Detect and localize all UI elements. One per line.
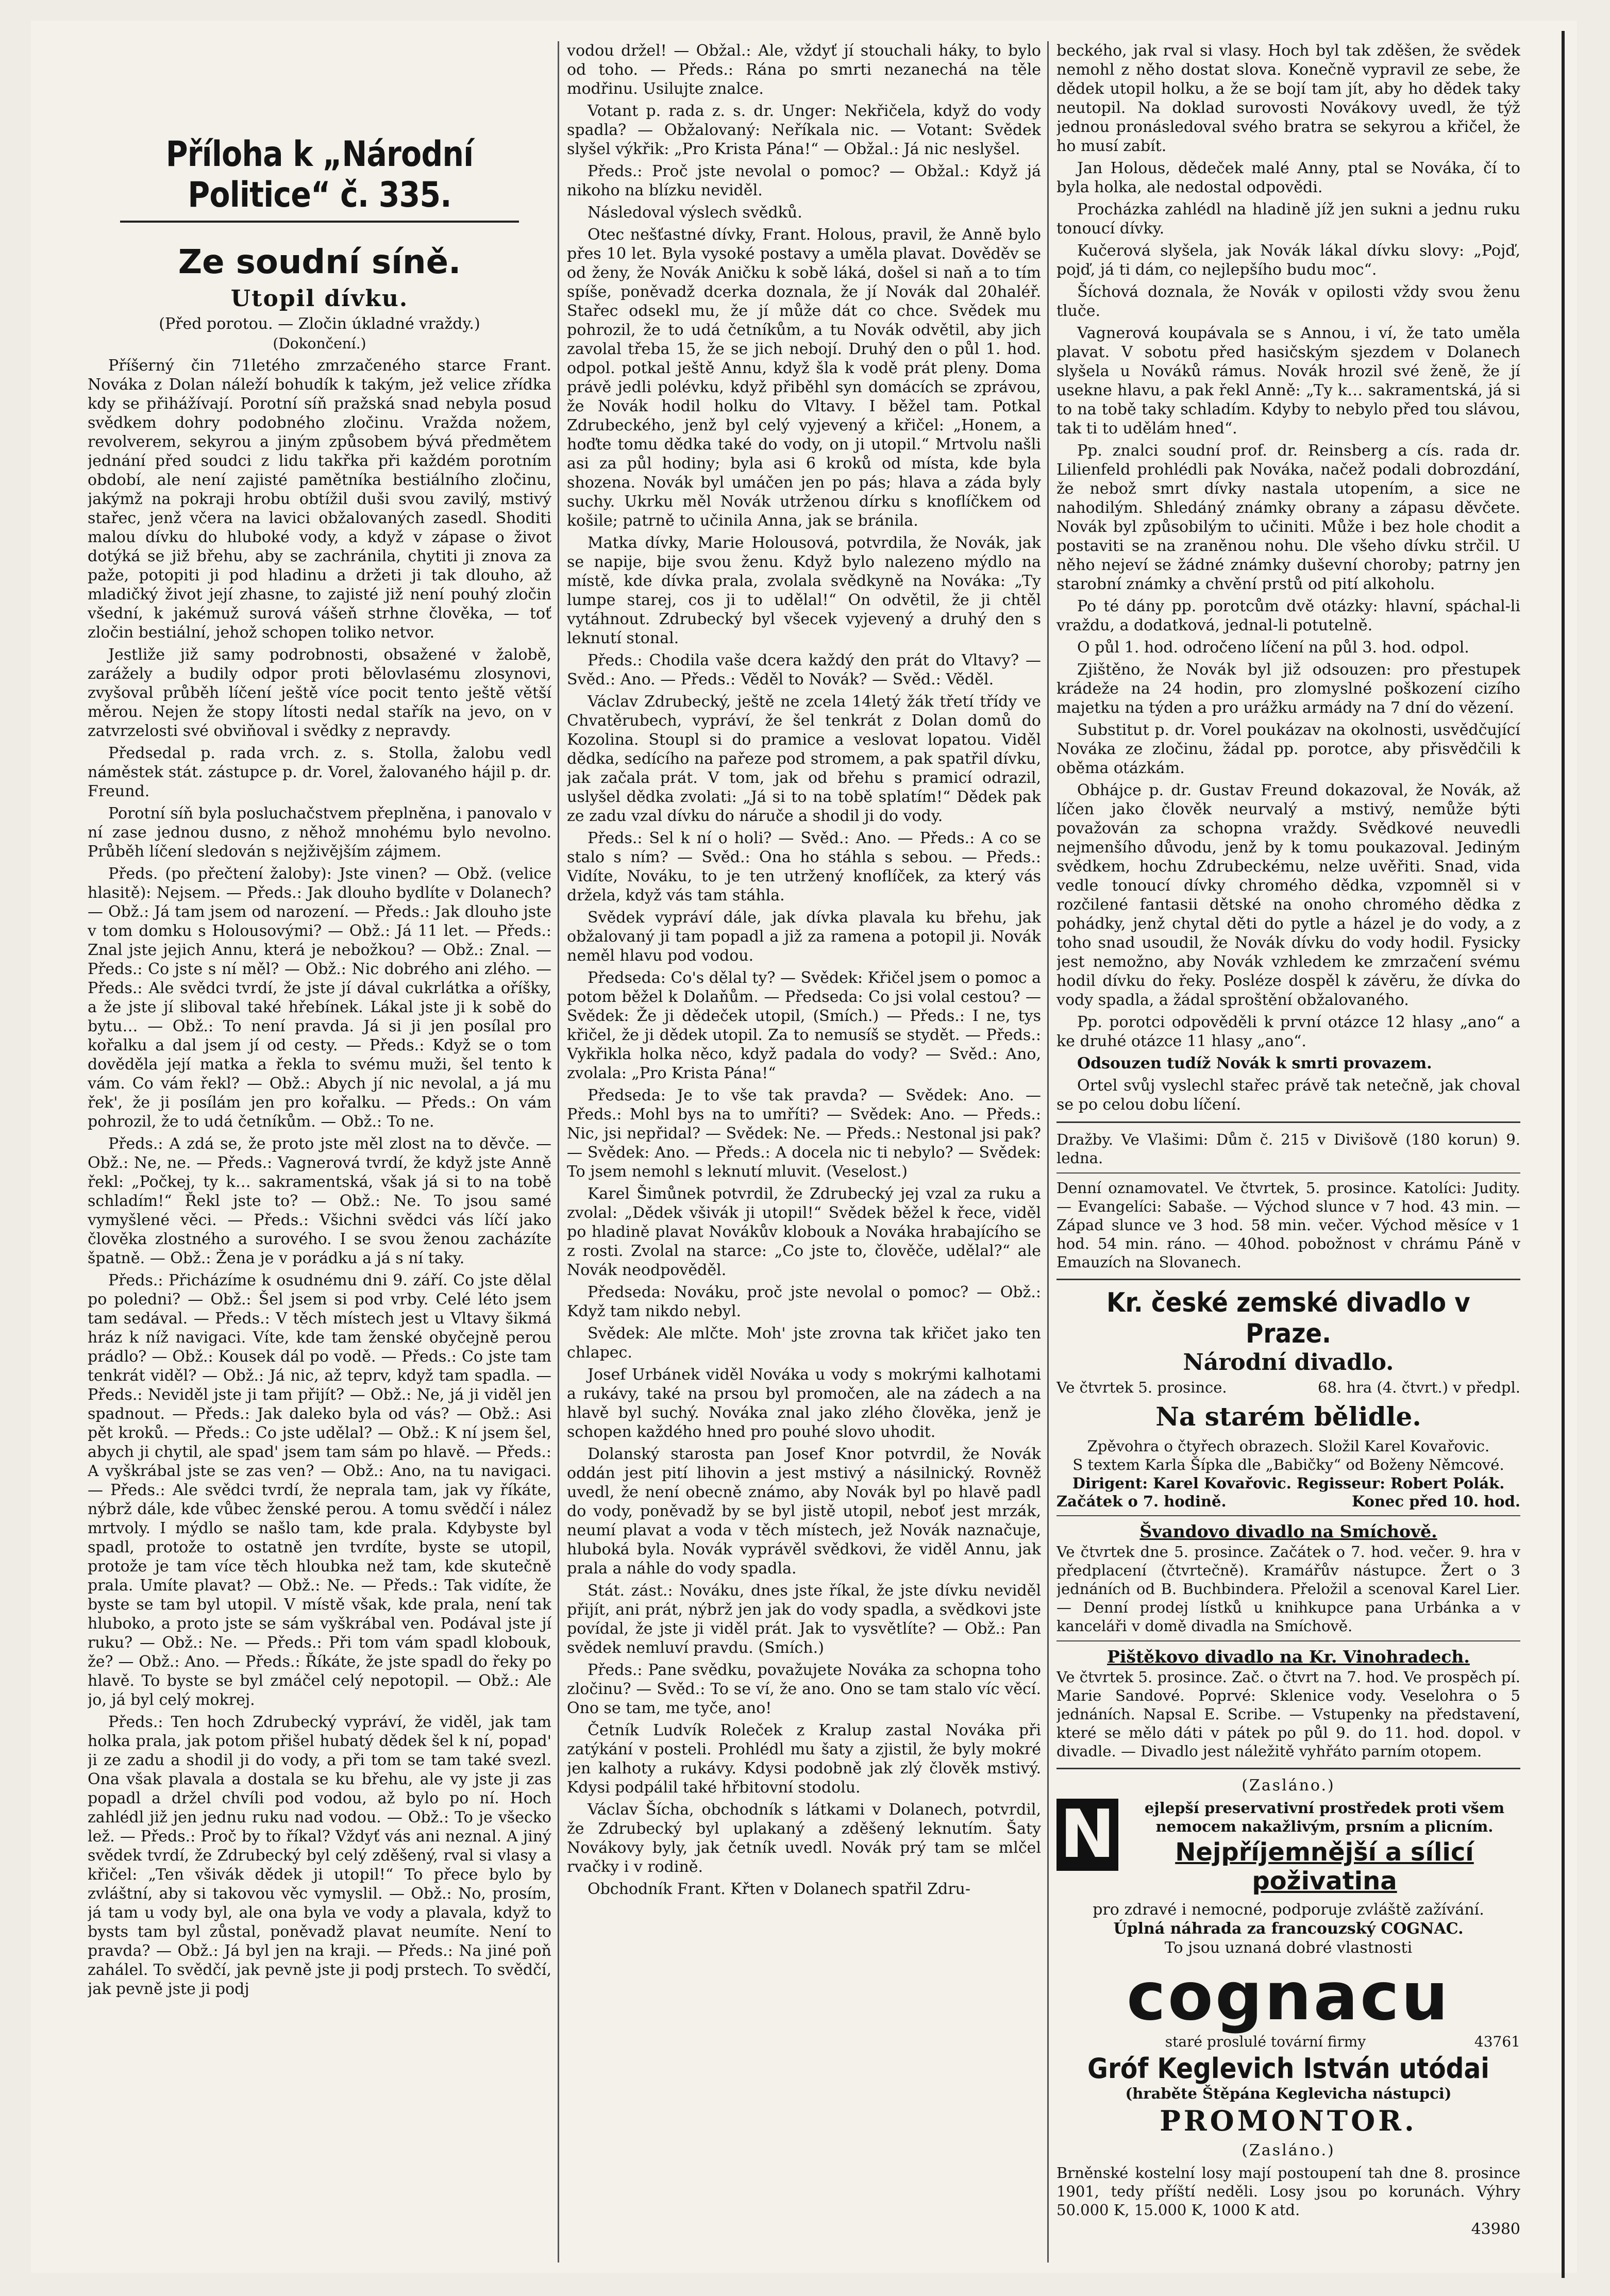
article-paragraph: Svědek vypráví dále, jak dívka plavala ku břehu, jak obžalovaný ji tam popadl a již za ramena a potopil ji. Novák neměl hlavu pod vodou. [567,909,1041,965]
play-end: Konec před 10. hod. [1352,1493,1520,1510]
article-paragraph: Substitut p. dr. Vorel poukázav na okolnosti, usvědčující Nováka ze zločinu, žádal pp. porotce, aby přisvědčili k oběma otázkám. [1056,721,1520,777]
ad-zaslano: (Zasláno.) [1242,1777,1335,1795]
article-paragraph: Porotní síň byla posluchačstvem přeplněna, i panovalo v ní zase jednou dusno, z něhož mnohému bylo nevolno. Průběh líčení sledován s nejživějším zájmem. [88,805,551,861]
play-description: S textem Karla Šípka dle „Babičky“ od Boženy Němcové. [1072,1456,1504,1473]
cognac-advertisement [1056,1777,1520,2238]
theatre-title: Kr. české zemské divadlo v Praze. [1106,1287,1470,1349]
ad-headline: Nejpříjemnější a sílicí poživatina [1175,1838,1474,1896]
ad-dropcap: N [1056,1799,1118,1871]
ad-brand: cognacu [1127,1958,1450,2035]
separator [1056,1121,1520,1123]
separator [1056,1640,1520,1641]
ad-location: PROMONTOR. [1160,2104,1417,2137]
article-paragraph: Dolanský starosta pan Josef Knor potvrdil, že Novák oddán jest pití lihovin a jest mstivý a násilnický. Rovněž uvedl, že není obecně známo, aby Novák byl po hlavě padl do vody, poněvadž by se byl jistě utopil, neboť jest mrzák, neumí plavat a voda v těch místech, jež Novák naznačuje, hluboká byla. Novák vyprávěl svědkovi, že viděl Annu, jak prala a náhle do vody spadla. [567,1445,1041,1578]
theatre-subscription: 68. hra (4. čtvrt.) v předpl. [1318,1379,1520,1396]
ad-line: To jsou uznaná dobré vlastnosti [1164,1939,1413,1957]
article-paragraph: Četník Ludvík Roleček z Kralup zastal Nováka při zatýkání v posteli. Prohlédl mu šaty a zjistil, že byly mokré jen kalhoty a rukávy. Kdysi podobně jak zlý člověk mstivý. Kdysi podpálil také hřbitovní stodolu. [567,1721,1041,1797]
ad-lead: ejlepší preservativní prostředek proti všem nemocem nakažlivým, prsním a plicním. [1144,1799,1505,1835]
article-subtitle: (Před porotou. — Zločin úkladné vraždy.) [159,315,480,333]
play-description: Zpěvohra o čtyřech obrazech. Složil Karel Kovařovic. [1087,1437,1490,1455]
ad-firm-row [1056,2033,1520,2050]
ad-line: Úplná náhrada za francouzský COGNAC. [1113,1920,1464,1938]
column-1 [88,134,551,2293]
article-paragraph: Josef Urbánek viděl Nováka u vody s mokrými kalhotami a rukávy, také na prsou byl promočen, ale na zádech a na hlavě byl suchý. Nováka znal jako zlého člověka, jenž je schopen každého hned pro pouhé slovo uhodit. [567,1366,1041,1441]
theatre-times-row [1056,1493,1520,1510]
article-paragraph: Procházka zahlédl na hladině jíž jen sukni a jednu ruku tonoucí dívky. [1056,200,1520,238]
auction-notice: Dražby. Ve Vlašimi: Dům č. 215 v Divišově (180 korun) 9. ledna. [1056,1131,1520,1167]
ad-number: 43980 [1471,2220,1520,2238]
article-paragraph: Kučerová slyšela, jak Novák lákal dívku slovy: „Pojď, pojď, já ti dám, co nejlepšího budu moc“. [1056,242,1520,279]
newspaper-page [31,21,1577,2273]
separator [1056,1768,1520,1769]
theatre-subtitle: Národní divadlo. [1183,1349,1394,1376]
column-rule-2 [1047,41,1049,2263]
play-start: Začátek o 7. hodině. [1056,1493,1227,1510]
verdict-line: Odsouzen tudíž Novák k smrti provazem. [1077,1054,1432,1072]
ad-firm-name: Gróf Keglevich István utódai [1087,2052,1489,2085]
article-paragraph: Předseda: Nováku, proč jste nevolal o pomoc? — Obž.: Když tam nikdo nebyl. [567,1283,1041,1320]
article-paragraph: Předseda: Je to vše tak pravda? — Svědek: Ano. — Předs.: Mohl bys na to umříti? — Svědek: Ano. — Předs.: Nic, jsi nepřidal? — Svědek: Ne. — Předs.: Nestonal jsi pak? — Svědek: Ano. — Předs.: A docela nic ti nebylo? — Svědek: To jsem nemohl s leknutí mluvit. (Veselost.) [567,1086,1041,1181]
daily-notice: Denní oznamovatel. Ve čtvrtek, 5. prosince. Katolíci: Judity. — Evangelíci: Sabaše. — Východ slunce v 7 hod. 43 min. — Západ slunce ve 3 hod. 58 min. večer. Východ měsíce v 1 hod. 54 min. ráno. — 40hod. pobožnost v chrámu Páně v Emauzích na Slovanech. [1056,1179,1520,1271]
article-paragraph: Matka dívky, Marie Holousová, potvrdila, že Novák, jak se napije, bije svou ženu. Když bylo nalezeno mýdlo na místě, kde dívka prala, zvolala svědkyně na Nováka: „Ty lumpe starej, cos ji to udělal!“ On odvětil, že ji chtěl vytáhnout. Zdrubecký byl všecek vyjevený a druhý den s leknutí stonal. [567,534,1041,647]
article-paragraph: Předs.: Sel k ní o holi? — Svěd.: Ano. — Předs.: A co se stalo s ním? — Svěd.: Ona ho stáhla s sebou. — Předs.: Vidíte, Nováku, to je ten utržený knoflíček, za který vás držela, když vás tam stáhla. [567,829,1041,904]
article-paragraph: Pp. porotci odpověděli k první otázce 12 hlasy „ano“ a ke druhé otázce 11 hlasy „ano“. [1056,1013,1520,1050]
play-credits: Dirigent: Karel Kovařovic. Regisseur: Robert Polák. [1072,1474,1505,1492]
vinohrady-theatre-title: Pištěkovo divadlo na Kr. Vinohradech. [1107,1647,1470,1667]
article-paragraph: Jestliže již samy podrobnosti, obsažené v žalobě, zarážely a budily odpor proti bělovlasému zlosynovi, zvyšoval průběh líčení ještě více pocit tento ještě větší měrou. Nejen že stopy lítosti nedal stařík na jevo, on v zatvrzelosti své obviňoval i svědky z nepravdy. [88,646,551,740]
article-paragraph: Šíchová doznala, že Novák v opilosti vždy svou ženu tluče. [1056,283,1520,320]
article-paragraph: Předs.: Proč jste nevolal o pomoc? — Obžal.: Když já nikoho na blízku neviděl. [567,162,1041,199]
article-paragraph: Předs. (po přečtení žaloby): Jste vinen? — Obž. (velice hlasitě): Nejsem. — Předs.: Jak dlouho bydlíte v Dolanech? — Obž.: Já tam jsem od narození. — Předs.: Jak dlouho jste v tom domku s Holousovými? — Obž.: Já 11 let. — Předs.: Znal jste jejich Annu, která je nebožkou? — Obž.: Znal. — Předs.: Co jste s ní měl? — Obž.: Nic dobrého ani zlého. — Předs.: Ale svědci tvrdí, že jste jí dával cukrlátka a oříšky, a že jste jí sliboval také hřebínek. Lákal jste ji k sobě do bytu… — Obž.: To není pravda. Já si ji jen posílal pro kořalku a dal jsem jí od cesty. — Předs.: Když se o tom dověděla její matka a řekla to svému muži, šel tento k vám. Co vám řekl? — Obž.: Abych jí nic nevolal, a já mu řek', že ji posílám jen pro kořalku. — Předs.: On vám pohrozil, že to udá četníkům. — Obž.: To ne. [88,865,551,1131]
article-paragraph: beckého, jak rval si vlasy. Hoch byl tak zděšen, že svědek nemohl z něho dostat slova. Konečně vypravil ze sebe, že dědek utopil holku, a že se bojí tam jít, aby ho dědek taky neutopil. Na doklad surovosti Novákovy uvedl, že týž jednou pronásledoval svého bratra se sekyrou a křičel, že ho musí zabít. [1056,42,1520,155]
article-paragraph: Václav Zdrubecký, ještě ne zcela 14letý žák třetí třídy ve Chvatěrubech, vypráví, že šel tenkrát z Dolan domů do Kozolina. Stoupl si do pramice a veslovat lopatou. Viděl dědka, sedícího na pařeze pod stromem, a pak spatřil dívku, jak začala prát. V tom, jak od břehu s pramicí odrazil, uslyšel dědka zvolati: „Já si to na tobě splatím!“ Dědek pak ze zadu vzal dívku do náruče a shodil ji do vody. [567,693,1041,825]
article-paragraph: Václav Šícha, obchodník s látkami v Dolanech, potvrdil, že Zdrubecký byl uplakaný a zděšený leknutím. Šaty Novákovy byly, jak četník uvedl. Novák prý tam se mlčel rvačky i v rodině. [567,1801,1041,1876]
column-rule-1 [558,41,559,2263]
article-paragraph: Otec nešťastné dívky, Frant. Holous, pravil, že Anně bylo přes 10 let. Byla vysoké postavy a uměla plavat. Dověděv se od ženy, že Novák Aničku k sobě láká, došel si naň a to tím spíše, poněvadž dcerka doznala, že jí Novák dal 20haléř. Stařec odsekl mu, že jí může dát co chce. Svědek mu pohrozil, že to udá četníkům, a tu Novák odvětil, aby jich zavolal třeba 15, že se jich nebojí. Druhý den o půl 1. hod. odpol. potkal ještě Annu, když šla k vodě prát pleny. Doma právě jedli polévku, když přiběhl syn domácích se zprávou, že Novák hodil holku do Vltavy. I běžel tam. Potkal Zdrubeckého, jenž byl celý vyjevený a křičel: „Honem, a hoďte tomu dědka také do vody, on ji utopil.“ Mrtvolu našli asi za půl hodiny; byla asi 6 kroků od místa, kde byla shozena. Novák byl umáčen jen po pás; hlava a záda byly suchy. Ukrku měl Novák utrženou dírku s knoflíčkem od košile; patrně to učinila Anna, jak se bránila. [567,226,1041,530]
article-title: Utopil dívku. [230,286,409,312]
separator [1056,1172,1520,1174]
separator [1056,1515,1520,1516]
article-paragraph: Předsedal p. rada vrch. z. s. Stolla, žalobu vedl náměstek stát. zástupce p. dr. Vorel, žalovaného hájil p. dr. Freund. [88,744,551,800]
article-paragraph: Obchodník Frant. Křten v Dolanech spatřil Zdru- [588,1880,970,1898]
article-paragraph: vodou držel! — Obžal.: Ale, vždyť jí stouchali háky, to bylo od toho. — Předs.: Rána po smrti nezanechá na těle modřinu. Usilujte znalce. [567,42,1041,98]
article-paragraph: Karel Šimůnek potvrdil, že Zdrubecký jej vzal za ruku a zvolal: „Dědek všivák ji utopil!“ Svědek běžel k řece, viděl po hladině plavat Novákův klobouk a Nováka hrabajícího se z rosti. Zvolal na starce: „Co jste to, člověče, udělal?“ ale Novák neodpověděl. [567,1185,1041,1279]
article-paragraph: Příšerný čin 71letého zmrzačeného starce Frant. Nováka z Dolan náleží bohudík k takým, jež velice zřídka kdy se přihážívají. Porotní síň pražská snad nebyla posud svědkem dohry podobného zločinu. Vražda nožem, revolverem, sekyrou a jiným způsobem bývá předmětem jednání před soudci z lidu takřka při každém porotním období, ale není zajisté pamětníka bestiálního zločinu, jakýmž na pokraji hrobu obtížil duši svou zavilý, mstivý stařec, jenž včera na lavici obžalovaných zasedl. Shoditi malou dívku do hluboké vody, a když v zápase o život dotýká se již břehu, aby se zachránila, chytiti ji znova za paže, potopiti ji pod hladinu a držeti ji tak dlouho, až mladičký život její zhasne, to zajisté již není pouhý zločin všední, k jakémuž surová vášeň strhne člověka, — toť zločin bestiální, jehož schopen toliko netvor. [88,357,551,642]
column-3 [1056,41,1520,2263]
theatre-date-row [1056,1379,1520,1396]
ad-line: pro zdravé i nemocné, podporuje zvláště zažívání. [1093,1901,1484,1919]
article-paragraph: Následoval výslech svědků. [588,204,802,222]
play-title: Na starém bělidle. [1155,1401,1421,1432]
separator [1056,1279,1520,1280]
article-paragraph: Ortel svůj vyslechl stařec právě tak netečně, jak choval se po celou dobu líčení. [1056,1077,1520,1114]
vinohrady-theatre-text: Ve čtvrtek 5. prosince. Zač. o čtvrt na 7. hod. Ve prospěch pí. Marie Sandové. Poprvé: Sklenice vody. Veselohra o 5 jednáních. Napsal E. Scribe. — Vstupenky na představení, které se mělo dáti v pátek po půl 9. do 11. hod. dopol. v divadle. — Divadlo jest náležitě vyhřáto parním otopem. [1056,1668,1520,1760]
ad-header-box [1056,1796,1520,1896]
supplement-title: Příloha k „Národní Politice“ č. 335. [120,134,519,223]
ad-firm-subtitle: (hraběte Štěpána Keglevicha nástupci) [1125,2085,1452,2102]
article-paragraph: Předseda: Co's dělal ty? — Svědek: Křičel jsem o pomoc a potom běžel k Dolaňům. — Předseda: Co jsi volal cestou? — Svědek: Že ji dědeček utopil, (Smích.) — Předs.: I ne, tys křičel, že ji dědek utopil. Za to nemusíš se stydět. — Předs.: Vykřikla holka něco, když padala do vody? — Svěd.: Ano, zvolala: „Pro Krista Pána!“ [567,969,1041,1082]
ad-zaslano: (Zasláno.) [1242,2141,1335,2159]
article-paragraph: Zjištěno, že Novák byl již odsouzen: pro přestupek krádeže na 24 hodin, pro zlomyslné poškození cizího majetku na týden a pro urážku armády na 7 dní do vězení. [1056,661,1520,717]
article-paragraph: Předs.: Pane svědku, považujete Nováka za schopna toho zločinu? — Svěd.: To se ví, že ano. Ono se tam stalo víc věcí. Ono se tam, me tyče, ano! [567,1661,1041,1717]
article-paragraph: O půl 1. hod. odročeno líčení na půl 3. hod. odpol. [1077,639,1469,657]
section-title: Ze soudní síně. [178,243,461,281]
article-paragraph: Votant p. rada z. s. dr. Unger: Nekřičela, když do vody spadla? — Obžalovaný: Neříkala nic. — Votant: Svědek slyšel výkřik: „Pro Krista Pána!“ — Obžal.: Já nic neslyšel. [567,102,1041,158]
ad-number: 43761 [1474,2033,1520,2050]
article-paragraph: Předs.: Přicházíme k osudnému dni 9. září. Co jste dělal po poledni? — Obž.: Šel jsem si pod vrby. Celé léto jsem tam sedával. — Předs.: V těch místech jest u Vltavy šikmá hráz k níž navigaci. Víte, kde tam ženské obyčejně perou prádlo? — Obž.: Kousek dál po vodě. — Předs.: Co jste tam tenkrát viděl? — Obž.: Já nic, až teprv, když tam spadla. — Předs.: Neviděl jste ji tam přijít? — Obž.: Ne, já ji viděl jen spadnout. — Předs.: Jak daleko byla od vás? — Obž.: Asi pět kroků. — Předs.: Co jste udělal? — Obž.: K ní jsem šel, abych ji chytil, ale spad' jsem tam sám po hlavě. — Předs.: A vyškrábal jste se zas ven? — Obž.: Ano, na tu navigaci. — Předs.: Ale svědci tvrdí, že neprala tam, jak vy říkáte, nýbrž dále, kde vůbec ženské perou. A tomu svědčí i nález mrtvoly. I mýdlo se našlo tam, kde prala. Kdybyste byl spadl, protože to ostatně jen tvrdíte, byste se utopil, protože je tam více těch hloubka než tam, kde skutečně prala. Umíte plavat? — Obž.: Ne. — Předs.: Tak vidíte, že byste se tam byl utopil. V místě však, kde prala, není tak hluboko, a proto jste se sám vyškrábal ven. Podával jste jí ruku? — Obž.: Ne. — Předs.: Při tom vám spadl klobouk, že? — Obž.: Ano. — Předs.: Říkáte, že jste spadl do řeky po hlavě. To byste se byl zmáčel celý nepotopil. — Obž.: Ale jo, já byl celý mokrej. [88,1271,551,1709]
page-edge-rule [1562,31,1565,2278]
column-2 [567,41,1041,2263]
article-paragraph: Vagnerová koupávala se s Annou, i ví, že tato uměla plavat. V sobotu před hasičským sjezdem v Dolanech slyšela u Nováků rámus. Novák hrozil své ženě, že jí usekne hlavu, a pak řekl Anně: „Ty k… sakramentská, já si to na tobě taky schladím. Kdyby to nebylo před tou slávou, tak ti to udělám hned“. [1056,324,1520,438]
lottery-notice: Brněnské kostelní losy mají postoupení tah dne 8. prosince 1901, tedy příští neděli. Losy jsou po korunách. Výhry 50.000 K, 15.000 K, 1000 K atd. [1056,2164,1520,2219]
article-paragraph: Po té dány pp. porotcům dvě otázky: hlavní, spáchal-li vraždu, a dodatková, jednal-li potutelně. [1056,597,1520,634]
article-paragraph: Předs.: Chodila vaše dcera každý den prát do Vltavy? — Svěd.: Ano. — Předs.: Věděl to Novák? — Svěd.: Věděl. [567,651,1041,689]
article-paragraph: Stát. zást.: Nováku, dnes jste říkal, že jste dívku neviděl přijít, ani prát, nýbrž jen jak do vody spadla, a svědkovi jste povídal, že jste ji viděl prát. Jak to vysvětlíte? — Obž.: Pan svědek nemluví pravdu. (Smích.) [567,1582,1041,1657]
theatre-date: Ve čtvrtek 5. prosince. [1056,1379,1227,1396]
article-paragraph: Pp. znalci soudní prof. dr. Reinsberg a cís. rada dr. Lilienfeld prohlédli pak Nováka, načež podali dobrozdání, že nebož smrt dívky nastala utopením, a sice ne nahodilým. Shledáný známky obrany a zápasu děvčete. Novák byl způsobilým to učiniti. Může i bez hole chodit a postaviti se na zraněnou nohu. Dle všeho dívku strčil. U něho nejeví se žádné známky duševní choroby; patrny jen starobní známky a chvění prstů od pití alkoholu. [1056,442,1520,593]
article-paragraph: Svědek: Ale mlčte. Moh' jste zrovna tak křičet jako ten chlapec. [567,1325,1041,1362]
theatre-listing [1056,1287,1520,1510]
article-paragraph: Předs.: Ten hoch Zdrubecký vypráví, že viděl, jak tam holka prala, jak potom přišel hubatý dědek šel k ní, popad' ji ze zadu a shodil ji do vody, a při tom se tam také svezl. Ona však plavala a dostala se ku břehu, ale vy jste ji zas popadl a držel chvíli pod vodou, až bylo po ní. Hoch zahlédl již jen jednu ruku nad vodou. — Obž.: To je všecko lež. — Předs.: Proč by to říkal? Vždyť vás ani neznal. A jiný svědek tvrdí, že Zdrubecký byl celý zděšený, rval si vlasy a křičel: „Ten všivák dědek ji utopil!“ To přece bylo by zvláštní, aby si takovou věc vymyslil. — Obž.: No, prosím, já tam u vody byl, ale ona byla ve vody a plavala, když to bysts tam byl zůstal, poněvadž plavat neumíte. Není to pravda? — Obž.: Já byl jen na kraji. — Předs.: Na jiné poň zahálel. To svědčí, jak pevně jste ji podj prstech. To svědčí, jak pevně jste ji podj [88,1713,551,1998]
article-paragraph: Jan Holous, dědeček malé Anny, ptal se Nováka, čí to byla holka, ale nedostal odpovědi. [1056,159,1520,196]
continuation-note: (Dokončení.) [273,335,366,352]
article-paragraph: Obhájce p. dr. Gustav Freund dokazoval, že Novák, až líčen jako člověk neurvalý a mstivý, nemůže býti považován za schopna vraždy. Svědkové neuvedli nejmenšího důvodu, jenž by k tomu poukazoval. Jediným svědkem, hochu Zdrubeckému, nelze uvěřiti. Snad, vida vedle tonoucí dívky chromého dědka, vzpomněl si v rozčilené fantasii dětské na onoho chromého dědka z pohádky, jenž chytal děti do pytle a házel je do vody, a z toho snad usoudil, že Novák dívku do vody hodil. Fysicky jest nemožno, aby Novák vzhledem ke zmrzačení svému hodil dívku do řeky. Posléze dospěl k závěru, že dívka do vody spadla, a žádal sproštění obžalovaného. [1056,781,1520,1009]
svandovo-text: Ve čtvrtek dne 5. prosince. Začátek o 7. hod. večer. 9. hra v předplacení (čtvrtečně). Kramářův nástupce. Žert o 3 jednáních od B. Buchbindera. Přeložil a scenoval Karel Lier. — Denní prodej lístků u knihkupce pana Urbánka a v kanceláři v domě divadla na Smíchově. [1056,1543,1520,1635]
svandovo-title: Švandovo divadlo na Smíchově. [1139,1521,1437,1541]
ad-firm-caption: staré proslulé tovární firmy [1165,2033,1366,2050]
article-paragraph: Předs.: A zdá se, že proto jste měl zlost na to děvče. — Obž.: Ne, ne. — Předs.: Vagnerová tvrdí, že když jste Anně řekl: „Počkej, ty k… sakramentská, však já si to na tobě schladím!“ Řekl jste to? — Obž.: Ne. To jsou samé vymyšlené věci. — Předs.: Všichni svědci vás líčí jako člověka zlostného a surového. I se svou ženou zacházíte špatně. — Obž.: Žena je v porádku a já s ní taky. [88,1135,551,1267]
